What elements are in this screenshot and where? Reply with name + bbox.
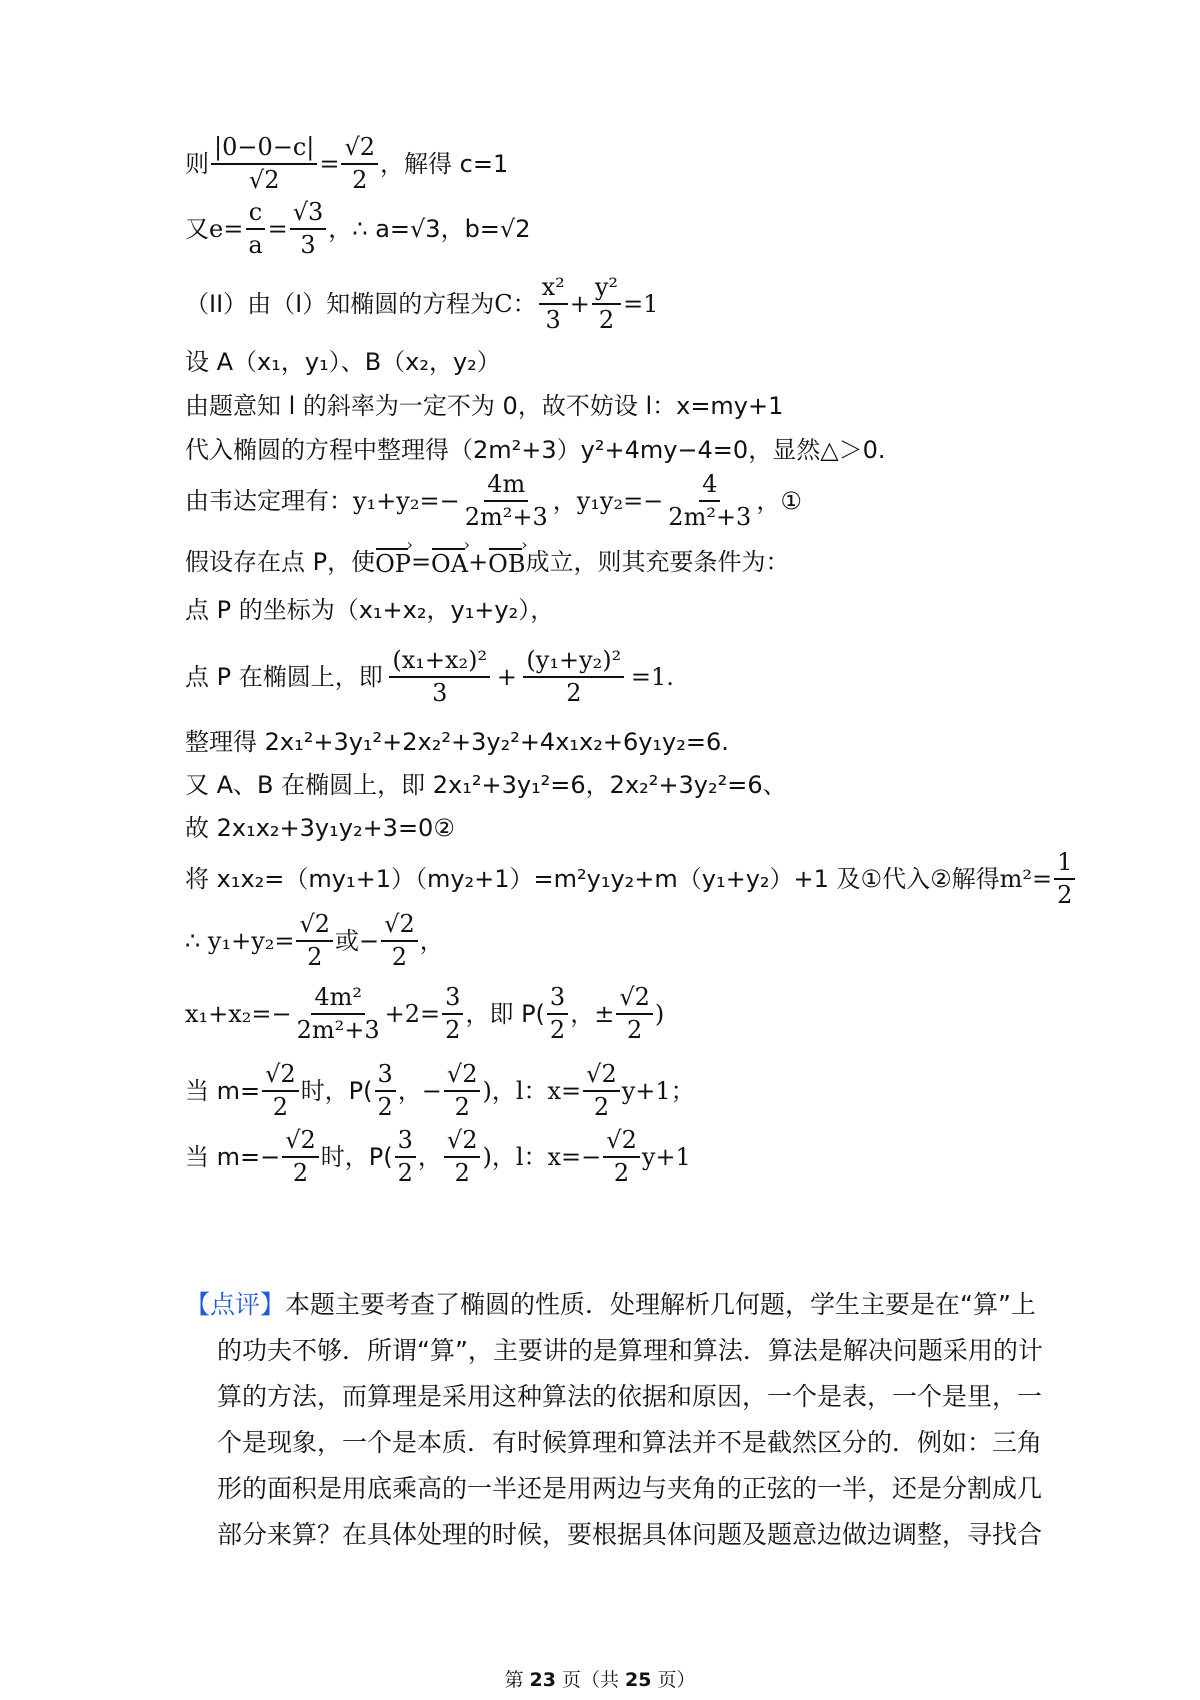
line-ellipse-equation: （II）由（I）知椭圆的方程为 C： $\frac{\text{x²}}{3}$ + $\frac{\text{y²}}{2}$ =1 — [185, 273, 659, 335]
fraction — [592, 275, 621, 333]
fraction — [539, 275, 568, 333]
text: C： — [494, 290, 537, 319]
vector-op: OP › — [375, 548, 411, 576]
text: 时，P( — [320, 1143, 393, 1172]
denominator: a — [248, 231, 263, 260]
denominator: 2 — [307, 943, 323, 972]
numerator: 4m² — [311, 985, 365, 1015]
denominator: 2 — [454, 1159, 470, 1188]
text: +2= — [384, 1000, 441, 1029]
page-number: 23 — [529, 1669, 556, 1691]
numerator: y² — [592, 275, 621, 305]
numerator: √2 — [262, 1062, 299, 1092]
numerator: 3 — [442, 985, 463, 1015]
text: 则 — [185, 150, 209, 179]
line-ab-on-ellipse: 又 A、B 在椭圆上，即 2x₁²+3y₁²=6，2x₂²+3y₂²=6、 — [185, 771, 787, 799]
line-points: 设 A（x₁，y₁）、B（x₂，y₂） — [185, 348, 501, 376]
text: y+1； — [621, 1077, 695, 1106]
text: y+1 — [641, 1143, 691, 1172]
numerator: 3 — [547, 985, 568, 1015]
fraction — [381, 912, 418, 970]
numerator: √2 — [282, 1128, 319, 1158]
denominator: 3 — [300, 231, 316, 260]
numerator: √2 — [381, 912, 418, 942]
text: e= — [209, 215, 244, 244]
fraction — [290, 200, 327, 258]
fraction — [245, 200, 265, 258]
fraction — [665, 472, 754, 530]
text: 成立，则其充要条件为： — [525, 548, 790, 576]
line-eccentricity: 又 e= $\frac{c}{a}$ = $\frac{√3}{3}$ ，∴ a=√3，b=√2 — [185, 198, 531, 260]
page-footer — [0, 1665, 1200, 1692]
text: （II）由（I）知椭圆的方程为 — [185, 290, 495, 319]
numerator: √2 — [444, 1062, 481, 1092]
numerator: c — [246, 200, 265, 230]
text: 假设存在点 P，使 — [185, 548, 376, 576]
numerator: x² — [539, 275, 568, 305]
text: x₁+x₂=− — [185, 1000, 292, 1029]
text: 当 m= — [185, 1077, 261, 1106]
footer-text: 页（共 — [555, 1669, 626, 1691]
fraction — [583, 1062, 620, 1120]
text: ，解得 c=1 — [380, 150, 509, 179]
numerator: 4 — [699, 472, 720, 502]
text: ， — [419, 927, 444, 956]
fraction — [462, 472, 551, 530]
text: m²= — [999, 865, 1053, 894]
denominator: 2 — [352, 166, 368, 195]
denominator: √2 — [248, 166, 280, 195]
fraction — [341, 135, 378, 193]
fraction — [1054, 850, 1075, 908]
denominator: 3 — [545, 306, 561, 335]
denominator: 2 — [292, 1159, 309, 1188]
fraction — [282, 1128, 319, 1186]
text: y₁+y₂=− — [353, 487, 460, 516]
text: 或− — [335, 927, 380, 956]
line-solve-m — [185, 850, 1077, 908]
denominator: 3 — [432, 679, 448, 708]
denominator: 2 — [566, 679, 582, 708]
denominator: 2 — [397, 1159, 413, 1188]
numerator: √2 — [341, 135, 378, 165]
fraction — [294, 985, 383, 1043]
text: 又 — [185, 215, 209, 244]
fraction — [616, 985, 653, 1043]
denominator: 2m²+3 — [464, 503, 548, 532]
line-y-sum — [185, 912, 444, 970]
line-expand: 整理得 2x₁²+3y₁²+2x₂²+3y₂²+4x₁x₂+6y₁y₂=6. — [185, 728, 729, 756]
fraction — [442, 985, 463, 1043]
text: 将 x₁x₂=（my₁+1）（my₂+1）=m²y₁y₂+m（y₁+y₂）+1 及①代入②解得 — [185, 865, 1000, 894]
numerator: 4m — [484, 472, 528, 502]
denominator: 2 — [391, 943, 408, 972]
text: 由韦达定理有： — [185, 487, 353, 516]
commentary-block — [185, 1282, 1043, 1558]
text: ， — [417, 1143, 442, 1172]
fraction — [296, 912, 333, 970]
commentary-body: 的功夫不够．所谓“算”，主要讲的是算理和算法．算法是解决问题采用的计算的方法，而算理是采用这种算法的依据和原因，一个是表，一个是里，一个是现象，一个是本质．有时候算理和算法并不是截然区分的．例如：三角形的面积是用底乘高的一半还是用两边与夹角的正弦的一半，还是分割成几部分来算？在具体处理的时候，要根据具体问题及题意边做边调整，寻找合 — [217, 1336, 1043, 1549]
vector-ob: OB › — [488, 548, 525, 576]
line-substitute: 代入椭圆的方程中整理得（2m²+3）y²+4my−4=0，显然△＞0. — [185, 436, 886, 464]
text: ) — [654, 1000, 665, 1029]
denominator: 2 — [445, 1016, 461, 1045]
text: ，即 P( — [465, 1000, 545, 1029]
denominator: 2 — [626, 1016, 643, 1045]
commentary-first-line: 本题主要考查了椭圆的性质．处理解析几何题，学生主要是在“算”上 — [285, 1290, 1036, 1319]
text: 当 m=− — [185, 1143, 281, 1172]
numerator: √2 — [296, 912, 333, 942]
footer-text: 第 — [504, 1669, 530, 1691]
denominator: 2 — [549, 1016, 566, 1045]
fraction — [395, 1128, 416, 1186]
text: )，l：x= — [482, 1077, 582, 1106]
text: ，− — [397, 1077, 442, 1106]
text: 点 P 在椭圆上，即 — [185, 663, 383, 692]
line-distance: 则 $\frac{|0-0-c|}{√2}$ = $\frac{√2}{2}$ ，解得 c=1 — [185, 133, 509, 195]
text: 时，P( — [300, 1077, 373, 1106]
numerator: 1 — [1054, 850, 1075, 880]
line-p-on-ellipse — [185, 648, 674, 706]
line-case-negative — [185, 1128, 691, 1186]
denominator: 2 — [593, 1093, 610, 1122]
line-condition-2: 故 2x₁x₂+3y₁y₂+3=0② — [185, 814, 455, 842]
text: )，l：x=− — [482, 1143, 602, 1172]
denominator: 2 — [1057, 881, 1073, 910]
denominator: 2 — [377, 1093, 393, 1122]
denominator: 2m²+3 — [668, 503, 752, 532]
fraction — [262, 1062, 299, 1120]
numerator: (x₁+x₂)² — [389, 648, 490, 678]
fraction — [603, 1128, 640, 1186]
vector-oa: OA › — [431, 548, 468, 576]
text: + — [468, 548, 489, 576]
fraction — [211, 135, 317, 193]
numerator: (y₁+y₂)² — [523, 648, 624, 678]
text: + — [496, 663, 517, 692]
denominator: 2 — [454, 1093, 470, 1122]
numerator: √2 — [583, 1062, 620, 1092]
denominator: 2 — [598, 306, 615, 335]
fraction — [519, 648, 629, 706]
line-vieta — [185, 472, 802, 530]
denominator: 2 — [272, 1093, 289, 1122]
fraction — [385, 648, 495, 706]
line-slope: 由题意知 l 的斜率为一定不为 0，故不妨设 l：x=my+1 — [185, 392, 784, 420]
text: ，∴ a=√3，b=√2 — [328, 215, 531, 244]
numerator: √2 — [444, 1128, 481, 1158]
denominator: 2m²+3 — [296, 1016, 380, 1045]
numerator: |0−0−c| — [211, 135, 317, 165]
commentary-tag: 【点评】 — [185, 1290, 286, 1319]
text: ，① — [756, 487, 802, 516]
numerator: √2 — [616, 985, 653, 1015]
line-p-coords: 点 P 的坐标为（x₁+x₂，y₁+y₂）， — [185, 596, 555, 624]
fraction — [444, 1128, 481, 1186]
text: =1. — [630, 663, 674, 692]
line-x-sum — [185, 985, 664, 1043]
text: ，± — [570, 1000, 615, 1029]
numerator: 3 — [375, 1062, 396, 1092]
numerator: √3 — [290, 200, 327, 230]
line-case-positive — [185, 1062, 695, 1120]
fraction — [444, 1062, 481, 1120]
fraction — [375, 1062, 396, 1120]
numerator: √2 — [603, 1128, 640, 1158]
total-pages: 25 — [625, 1669, 652, 1691]
text: ，y₁y₂=− — [552, 487, 664, 516]
text: =1 — [623, 290, 659, 319]
footer-text: 页） — [651, 1669, 696, 1691]
numerator: 3 — [395, 1128, 416, 1158]
denominator: 2 — [613, 1159, 630, 1188]
line-vector-condition — [185, 548, 789, 576]
fraction — [547, 985, 568, 1043]
text: ∴ y₁+y₂= — [185, 927, 295, 956]
text: = — [410, 548, 432, 576]
